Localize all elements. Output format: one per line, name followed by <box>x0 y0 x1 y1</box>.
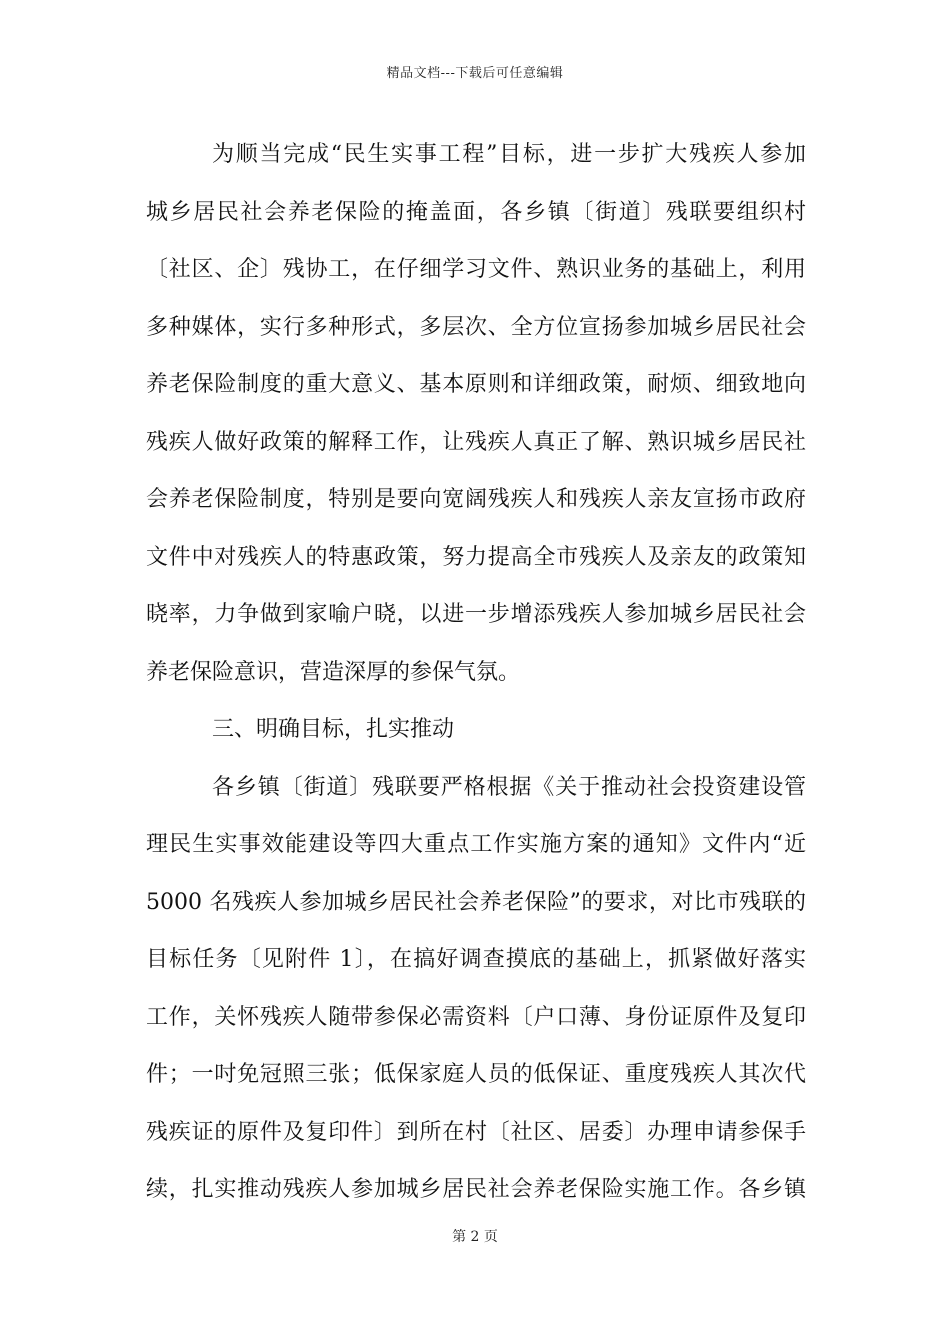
paragraph-line: 工作，关怀残疾人随带参保必需资料〔户口薄、身份证原件及复印 <box>146 1004 806 1030</box>
paragraph-line: 5000 名残疾人参加城乡居民社会养老保险”的要求，对比市残联的 <box>146 889 806 915</box>
paragraph-line: 残疾证的原件及复印件〕到所在村〔社区、居委〕办理申请参保手 <box>146 1119 806 1145</box>
paragraph-line: 多种媒体，实行多种形式，多层次、全方位宣扬参加城乡居民社会 <box>146 314 806 340</box>
paragraph-line: 养老保险意识，营造深厚的参保气氛。 <box>146 659 521 685</box>
paragraph-line: 为顺当完成“民生实事工程”目标，进一步扩大残疾人参加 <box>212 142 806 167</box>
paragraph-line: 各乡镇〔街道〕残联要严格根据《关于推动社会投资建设管 <box>212 774 806 800</box>
paragraph-line: 养老保险制度的重大意义、基本原则和详细政策，耐烦、细致地向 <box>146 372 806 397</box>
paragraph-line: 目标任务〔见附件 1〕，在搞好调查摸底的基础上，抓紧做好落实 <box>146 947 806 972</box>
paragraph-line: 会养老保险制度，特别是要向宽阔残疾人和残疾人亲友宣扬市政府 <box>146 487 806 512</box>
paragraph-line: 残疾人做好政策的解释工作，让残疾人真正了解、熟识城乡居民社 <box>146 429 806 455</box>
paragraph-line: 〔社区、企〕残协工，在仔细学习文件、熟识业务的基础上，利用 <box>146 257 806 282</box>
paragraph-line: 件；一吋免冠照三张；低保家庭人员的低保证、重度残疾人其次代 <box>146 1062 806 1087</box>
document-body <box>146 126 806 1219</box>
section-heading: 三、明确目标，扎实推动 <box>212 717 455 742</box>
paragraph-line: 理民生实事效能建设等四大重点工作实施方案的通知》文件内“近 <box>146 832 806 857</box>
paragraph-line: 文件中对残疾人的特惠政策，努力提高全市残疾人及亲友的政策知 <box>146 544 806 570</box>
paragraph-line: 晓率，力争做到家喻户晓，以进一步增添残疾人参加城乡居民社会 <box>146 602 806 627</box>
page-header: 精品文档---下载后可任意编辑 <box>386 66 564 81</box>
paragraph-line: 续，扎实推动残疾人参加城乡居民社会养老保险实施工作。各乡镇 <box>146 1177 806 1202</box>
page-number: 第 2 页 <box>452 1229 498 1245</box>
paragraph-line: 城乡居民社会养老保险的掩盖面，各乡镇〔街道〕残联要组织村 <box>146 199 806 225</box>
